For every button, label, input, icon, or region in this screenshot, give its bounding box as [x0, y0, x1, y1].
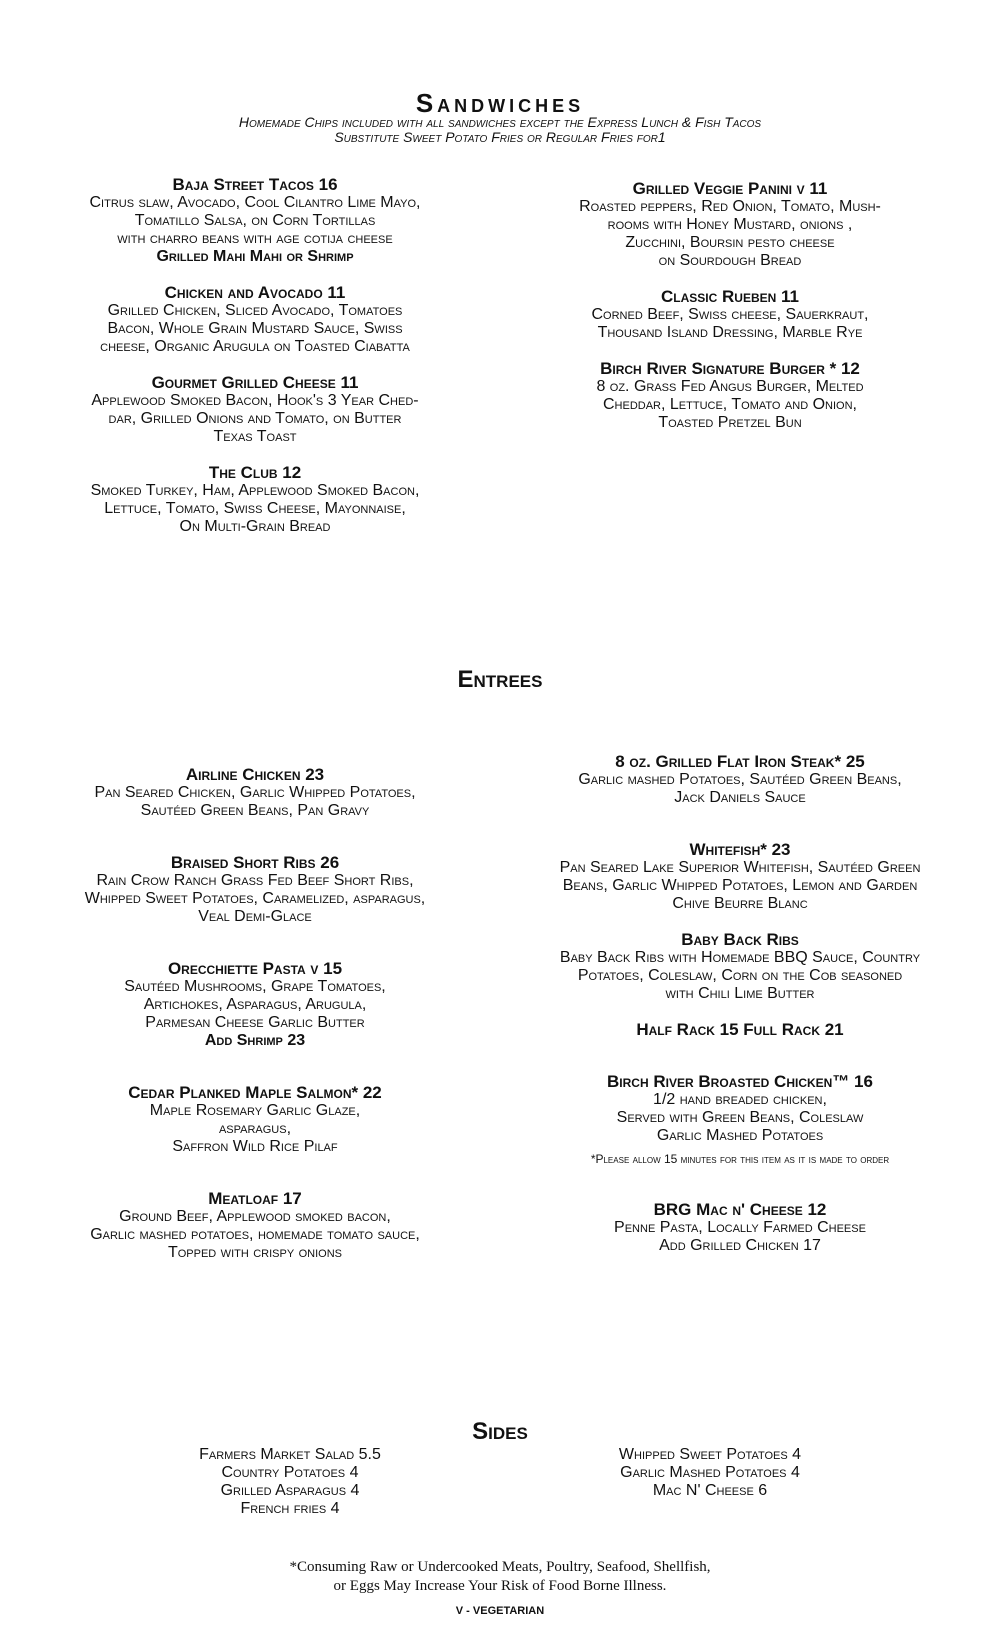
item-line: Zucchini, Boursin pesto cheese	[625, 234, 835, 251]
item-title: Birch River Signature Burger * 12	[600, 359, 860, 378]
side-item: Whipped Sweet Potatoes 4	[618, 1446, 802, 1463]
item-title: 8 oz. Grilled Flat Iron Steak* 25	[615, 752, 865, 771]
menu-item	[510, 1021, 970, 1039]
item-line: Lettuce, Tomato, Swiss Cheese, Mayonnaise,	[104, 500, 406, 517]
menu-item	[40, 284, 470, 356]
side-item: Grilled Asparagus 4	[220, 1482, 360, 1499]
item-line: cheese, Organic Arugula on Toasted Ciabatta	[100, 338, 410, 355]
side-item: Garlic Mashed Potatoes 4	[620, 1464, 800, 1481]
item-line: Cheddar, Lettuce, Tomato and Onion,	[603, 396, 857, 413]
item-line: Beans, Garlic Whipped Potatoes, Lemon and Garden	[562, 877, 918, 894]
menu-item	[520, 360, 940, 432]
menu-item	[40, 960, 470, 1050]
side-item: Mac N' Cheese 6	[652, 1482, 768, 1499]
sides-left-column	[140, 1446, 440, 1518]
item-line: Thousand Island Dressing, Marble Rye	[597, 324, 863, 341]
item-line: Applewood Smoked Bacon, Hook's 3 Year Ched-	[91, 392, 419, 409]
item-line: Veal Demi-Glace	[198, 908, 312, 925]
item-line: Add Grilled Chicken 17	[659, 1237, 821, 1254]
menu-item	[510, 1201, 970, 1255]
item-title: Half Rack 15 Full Rack 21	[636, 1020, 844, 1039]
item-title: Grilled Veggie Panini v 11	[632, 179, 828, 198]
item-line: Garlic mashed potatoes, homemade tomato sauce,	[90, 1226, 420, 1243]
item-line: Garlic mashed Potatoes, Sautéed Green Beans,	[578, 771, 902, 788]
item-line: dar, Grilled Onions and Tomato, on Butter	[108, 410, 402, 427]
item-line: Ground Beef, Applewood smoked bacon,	[119, 1208, 391, 1225]
item-line: on Sourdough Bread	[658, 252, 802, 269]
item-title: Orecchiette Pasta v 15	[167, 959, 343, 978]
item-line: Penne Pasta, Locally Farmed Cheese	[614, 1219, 866, 1236]
sandwiches-note-fries: Substitute Sweet Potato Fries or Regular Fries for1	[334, 129, 666, 145]
item-line: Maple Rosemary Garlic Glaze,	[149, 1102, 361, 1119]
item-line: Pan Seared Lake Superior Whitefish, Sautéed Green	[559, 859, 921, 876]
menu-item	[40, 854, 470, 926]
item-line: Topped with crispy onions	[167, 1244, 343, 1261]
item-line: Saffron Wild Rice Pilaf	[172, 1138, 338, 1155]
menu-item	[40, 766, 470, 820]
side-item: Country Potatoes 4	[221, 1464, 359, 1481]
item-line: Bacon, Whole Grain Mustard Sauce, Swiss	[107, 320, 403, 337]
item-line: Artichokes, Asparagus, Arugula,	[143, 996, 367, 1013]
menu-item	[510, 931, 970, 1003]
item-line: Sautéed Mushrooms, Grape Tomatoes,	[124, 978, 386, 995]
sides-right-column	[560, 1446, 860, 1500]
menu-item	[510, 841, 970, 913]
item-line: Corned Beef, Swiss cheese, Sauerkraut,	[591, 306, 869, 323]
item-line: Citrus slaw, Avocado, Cool Cilantro Lime Mayo,	[89, 194, 421, 211]
menu-item	[40, 374, 470, 446]
sandwiches-note-chips: Homemade Chips included with all sandwiches except the Express Lunch & Fish Tacos	[238, 114, 762, 130]
food-safety-warning-line2: or Eggs May Increase Your Risk of Food Borne Illness.	[333, 1578, 667, 1594]
item-line: Grilled Chicken, Sliced Avocado, Tomatoes	[107, 302, 403, 319]
item-title: Gourmet Grilled Cheese 11	[151, 373, 359, 392]
menu-item	[510, 753, 970, 807]
entrees-right-column	[510, 753, 970, 1255]
entrees-title: Entrees	[457, 666, 543, 693]
item-title: BRG Mac n' Cheese 12	[653, 1200, 827, 1219]
item-title: Meatloaf 17	[208, 1189, 302, 1208]
item-title: Chicken and Avocado 11	[164, 283, 346, 302]
item-line: Toasted Pretzel Bun	[658, 414, 802, 431]
menu-item	[40, 1084, 470, 1156]
menu-item	[40, 1190, 470, 1262]
menu-item	[40, 176, 470, 266]
side-item: French fries 4	[240, 1500, 340, 1517]
item-line: Whipped Sweet Potatoes, Caramelized, asparagus,	[84, 890, 426, 907]
item-line: rooms with Honey Mustard, onions ,	[607, 216, 853, 233]
item-line: Garlic Mashed Potatoes	[656, 1127, 824, 1144]
item-line: Potatoes, Coleslaw, Corn on the Cob seasoned	[577, 967, 903, 984]
menu-item	[510, 1073, 970, 1167]
item-title: Whitefish* 23	[689, 840, 791, 859]
item-line: Baby Back Ribs with Homemade BBQ Sauce, Country	[559, 949, 921, 966]
item-line: Served with Green Beans, Coleslaw	[616, 1109, 864, 1126]
menu-item	[520, 180, 940, 270]
item-line: On Multi-Grain Bread	[179, 518, 331, 535]
sandwiches-left-column	[40, 176, 470, 536]
sides-title: Sides	[472, 1418, 528, 1445]
item-line: Sautéed Green Beans, Pan Gravy	[140, 802, 370, 819]
item-line: Chive Beurre Blanc	[672, 895, 808, 912]
food-safety-warning-line1: *Consuming Raw or Undercooked Meats, Poultry, Seafood, Shellfish,	[289, 1559, 711, 1575]
item-note: *Please allow 15 minutes for this item as it is made to order	[590, 1152, 890, 1166]
item-title: The Club 12	[208, 463, 302, 482]
item-title: Braised Short Ribs 26	[170, 853, 340, 872]
item-line: Tomatillo Salsa, on Corn Tortillas	[134, 212, 376, 229]
item-line: Jack Daniels Sauce	[674, 789, 806, 806]
vegetarian-legend: V - VEGETARIAN	[455, 1605, 545, 1617]
item-line: with Chili Lime Butter	[665, 985, 815, 1002]
item-title: Airline Chicken 23	[185, 765, 325, 784]
item-title: Birch River Broasted Chicken™ 16	[607, 1072, 873, 1091]
menu-item	[40, 464, 470, 536]
item-line: 1/2 hand breaded chicken,	[653, 1091, 827, 1108]
item-title: Classic Rueben 11	[661, 287, 799, 306]
item-title: Baja Street Tacos 16	[172, 175, 338, 194]
sandwiches-title: Sandwiches	[415, 88, 585, 118]
item-line: with charro beans with age cotija cheese	[117, 230, 393, 247]
item-line: 8 oz. Grass Fed Angus Burger, Melted	[596, 378, 864, 395]
menu-item	[520, 288, 940, 342]
item-line: Pan Seared Chicken, Garlic Whipped Potatoes,	[94, 784, 416, 801]
item-line: asparagus,	[218, 1120, 292, 1137]
sandwiches-right-column	[520, 180, 940, 432]
item-addon: Add Shrimp 23	[204, 1032, 306, 1049]
item-title: Cedar Planked Maple Salmon* 22	[128, 1083, 382, 1102]
item-title: Baby Back Ribs	[681, 930, 799, 949]
item-line: Roasted peppers, Red Onion, Tomato, Mush-	[579, 198, 881, 215]
item-line: Parmesan Cheese Garlic Butter	[145, 1014, 365, 1031]
item-line: Texas Toast	[213, 428, 297, 445]
item-line: Smoked Turkey, Ham, Applewood Smoked Bacon,	[90, 482, 420, 499]
side-item: Farmers Market Salad 5.5	[199, 1446, 381, 1463]
item-addon: Grilled Mahi Mahi or Shrimp	[156, 248, 354, 265]
item-line: Rain Crow Ranch Grass Fed Beef Short Ribs,	[96, 872, 414, 889]
entrees-left-column	[40, 766, 470, 1262]
